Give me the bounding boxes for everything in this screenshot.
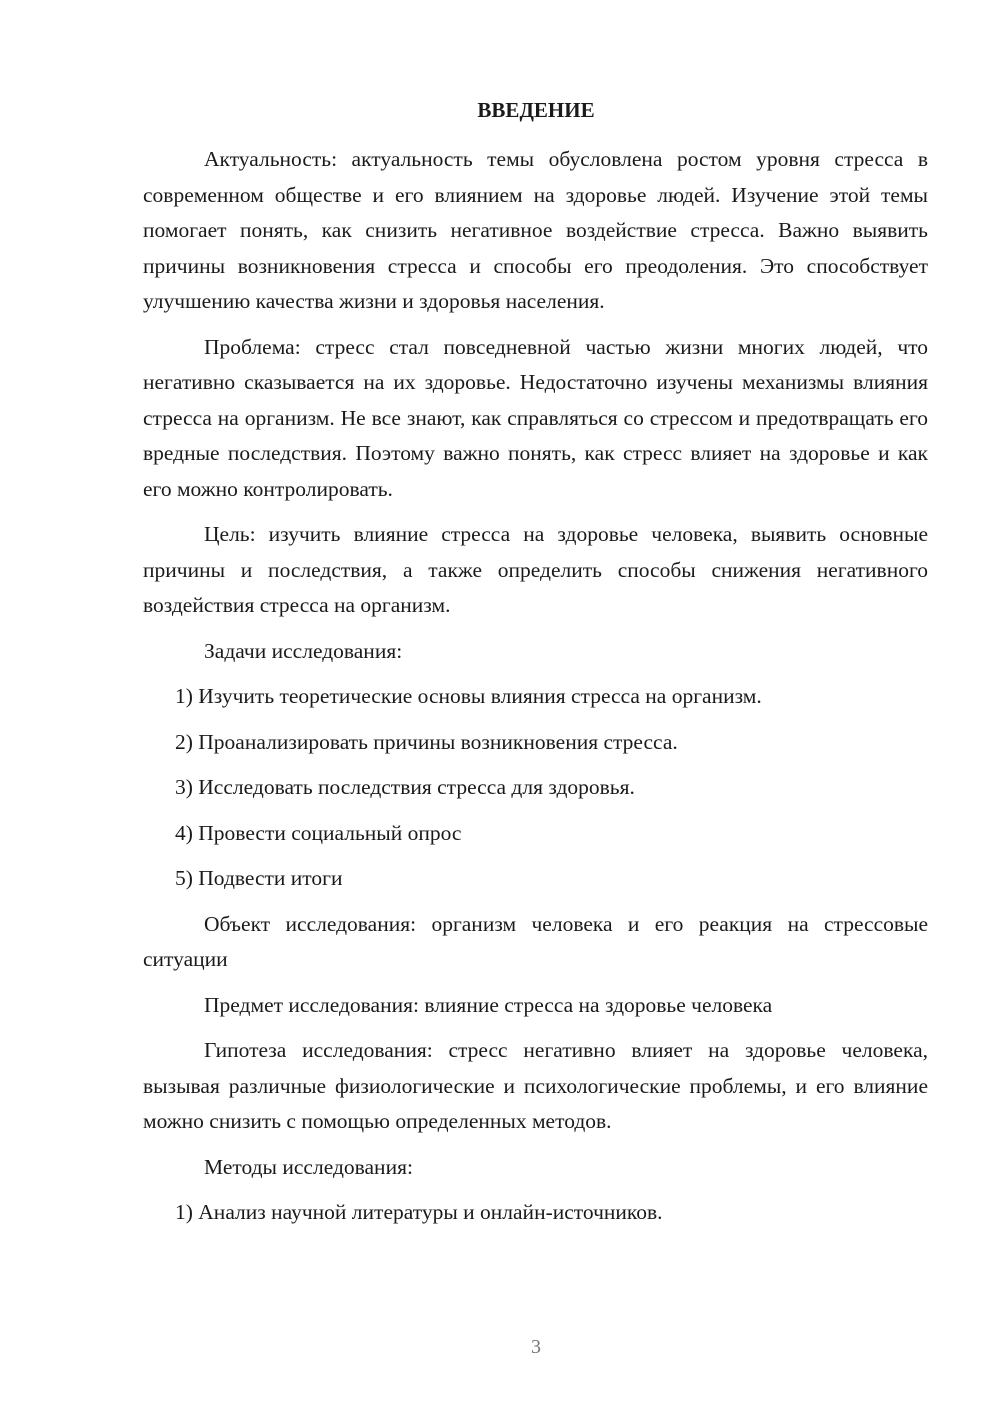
- hypothesis-paragraph: Гипотеза исследования: стресс негативно влияет на здоровье человека, вызывая различные физиологические и психологические проблемы, и его влияние можно снизить с помощью определенных методов.: [143, 1038, 928, 1133]
- section-title: ВВЕДЕНИЕ: [477, 98, 595, 122]
- object-paragraph: Объект исследования: организм человека и его реакция на стрессовые ситуации: [143, 911, 928, 971]
- task-item: 1) Изучить теоретические основы влияния стресса на организм.: [175, 684, 762, 708]
- document-body: [143, 142, 928, 1241]
- task-item: 5) Подвести итоги: [175, 866, 343, 890]
- methods-list: [143, 1195, 928, 1231]
- relevance-paragraph: Актуальность: актуальность темы обусловлена ростом уровня стресса в современном обществе и его влиянием на здоровье людей. Изучение этой темы помогает понять, как снизить негативное воздействие стресса. Важно выявить причины возникновения стресса и способы его преодоления. Это способствует улучшению качества жизни и здоровья населения.: [143, 147, 928, 313]
- methods-label: Методы исследования:: [204, 1154, 413, 1179]
- task-item: 4) Провести социальный опрос: [175, 820, 462, 845]
- subject-paragraph: Предмет исследования: влияние стресса на здоровье человека: [204, 992, 773, 1017]
- tasks-list: [143, 679, 928, 897]
- tasks-label: Задачи исследования:: [204, 638, 403, 663]
- problem-paragraph: Проблема: стресс стал повседневной частью жизни многих людей, что негативно сказывается на их здоровье. Недостаточно изучены механизмы влияния стресса на организм. Не все знают, как справляться со стрессом и предотвращать его вредные последствия. Поэтому важно понять, как стресс влияет на здоровье и как его можно контролировать.: [143, 334, 928, 501]
- task-item: 2) Проанализировать причины возникновения стресса.: [175, 729, 678, 754]
- method-item: 1) Анализ научной литературы и онлайн-источников.: [175, 1200, 663, 1224]
- goal-paragraph: Цель: изучить влияние стресса на здоровье человека, выявить основные причины и последствия, а также определить способы снижения негативного воздействия стресса на организм.: [143, 522, 928, 617]
- page-number: 3: [531, 1336, 541, 1358]
- task-item: 3) Исследовать последствия стресса для здоровья.: [175, 775, 635, 799]
